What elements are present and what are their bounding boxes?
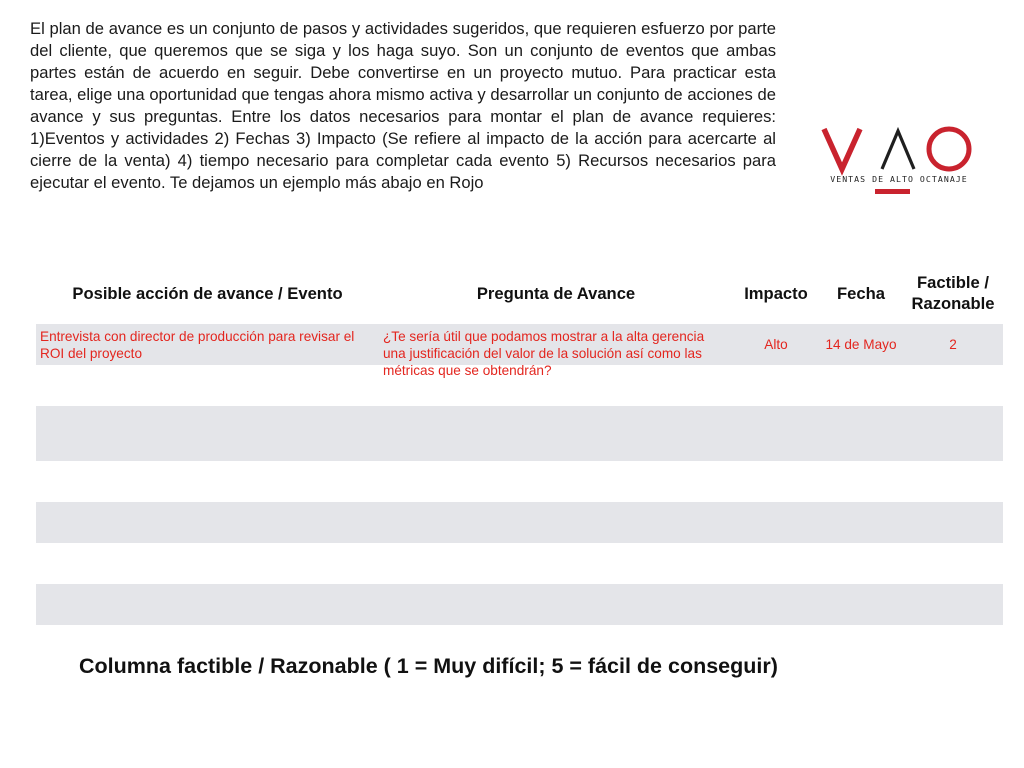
empty-cell[interactable] [36, 543, 379, 584]
instructions-paragraph: El plan de avance es un conjunto de pasos y actividades sugeridos, que requieren esfuerzo por parte del cliente, que queremos que se siga y los haga suyo. Son un conjunto de eventos que ambas partes están de acuerdo en seguir. Debe convertirse en un proyecto mutuo. Para practicar esta tarea, elige una oportunidad que tengas ahora mismo activa y desarrollar un conjunto de acciones de avance y sus preguntas. Entre los datos necesarios para montar el plan de avance requieres: 1)Eventos y actividades 2) Fechas 3) Impacto (Se refiere al impacto de la acción para acercarte al cierre de la venta) 4) tiempo necesario para completar cada evento 5) Recursos necesarios para ejecutar el evento. Te dejamos un ejemplo más abajo en Rojo [30, 19, 776, 192]
logo-caption: VENTAS DE ALTO OCTANAJE [830, 174, 968, 184]
empty-cell[interactable] [733, 365, 819, 406]
table-row [36, 502, 1003, 543]
example-impacto[interactable]: Alto [733, 324, 819, 365]
vao-logo-mark [818, 122, 980, 198]
table-header-row [36, 262, 1003, 324]
rating-scale-note: Columna factible / Razonable ( 1 = Muy difícil; 5 = fácil de conseguir) [79, 654, 778, 678]
empty-cell[interactable] [903, 365, 1003, 406]
empty-cell[interactable] [379, 502, 733, 543]
example-accion: Entrevista con director de producción para revisar el ROI del proyecto [40, 329, 355, 361]
empty-cell[interactable] [379, 406, 733, 461]
empty-cell[interactable] [903, 502, 1003, 543]
table-row [36, 324, 1003, 365]
empty-cell[interactable] [819, 365, 903, 406]
empty-cell[interactable] [819, 406, 903, 461]
header-accion: Posible acción de avance / Evento [72, 283, 343, 303]
example-pregunta: ¿Te sería útil que podamos mostrar a la alta gerencia una justificación del valor de la solución así como las métricas que se obtendrán? [383, 329, 705, 378]
empty-cell[interactable] [36, 461, 379, 502]
empty-cell[interactable] [36, 406, 379, 461]
empty-cell[interactable] [733, 406, 819, 461]
empty-cell[interactable] [379, 461, 733, 502]
example-accion-cell[interactable] [36, 324, 379, 365]
example-factible[interactable]: 2 [903, 324, 1003, 365]
advance-plan-table [36, 262, 1003, 625]
vao-logo [818, 122, 980, 198]
empty-cell[interactable] [733, 584, 819, 625]
example-fecha[interactable]: 14 de Mayo [819, 324, 903, 365]
empty-cell[interactable] [733, 502, 819, 543]
header-fecha: Fecha [837, 283, 885, 303]
empty-cell[interactable] [379, 543, 733, 584]
header-pregunta: Pregunta de Avance [476, 283, 636, 303]
empty-cell[interactable] [819, 502, 903, 543]
table-row [36, 584, 1003, 625]
empty-cell[interactable] [819, 584, 903, 625]
empty-cell[interactable] [36, 502, 379, 543]
table-row [36, 406, 1003, 461]
empty-cell[interactable] [733, 461, 819, 502]
header-factible: Factible / Razonable [911, 273, 995, 313]
empty-cell[interactable] [819, 543, 903, 584]
empty-cell[interactable] [903, 543, 1003, 584]
empty-cell[interactable] [379, 584, 733, 625]
empty-cell[interactable] [733, 543, 819, 584]
empty-cell[interactable] [903, 584, 1003, 625]
empty-cell[interactable] [36, 584, 379, 625]
example-pregunta-cell[interactable] [379, 324, 733, 378]
empty-cell[interactable] [903, 406, 1003, 461]
empty-cell[interactable] [36, 365, 379, 406]
table-row [36, 461, 1003, 502]
empty-cell[interactable] [819, 461, 903, 502]
table-row [36, 543, 1003, 584]
header-impacto: Impacto [744, 283, 808, 303]
empty-cell[interactable] [903, 461, 1003, 502]
